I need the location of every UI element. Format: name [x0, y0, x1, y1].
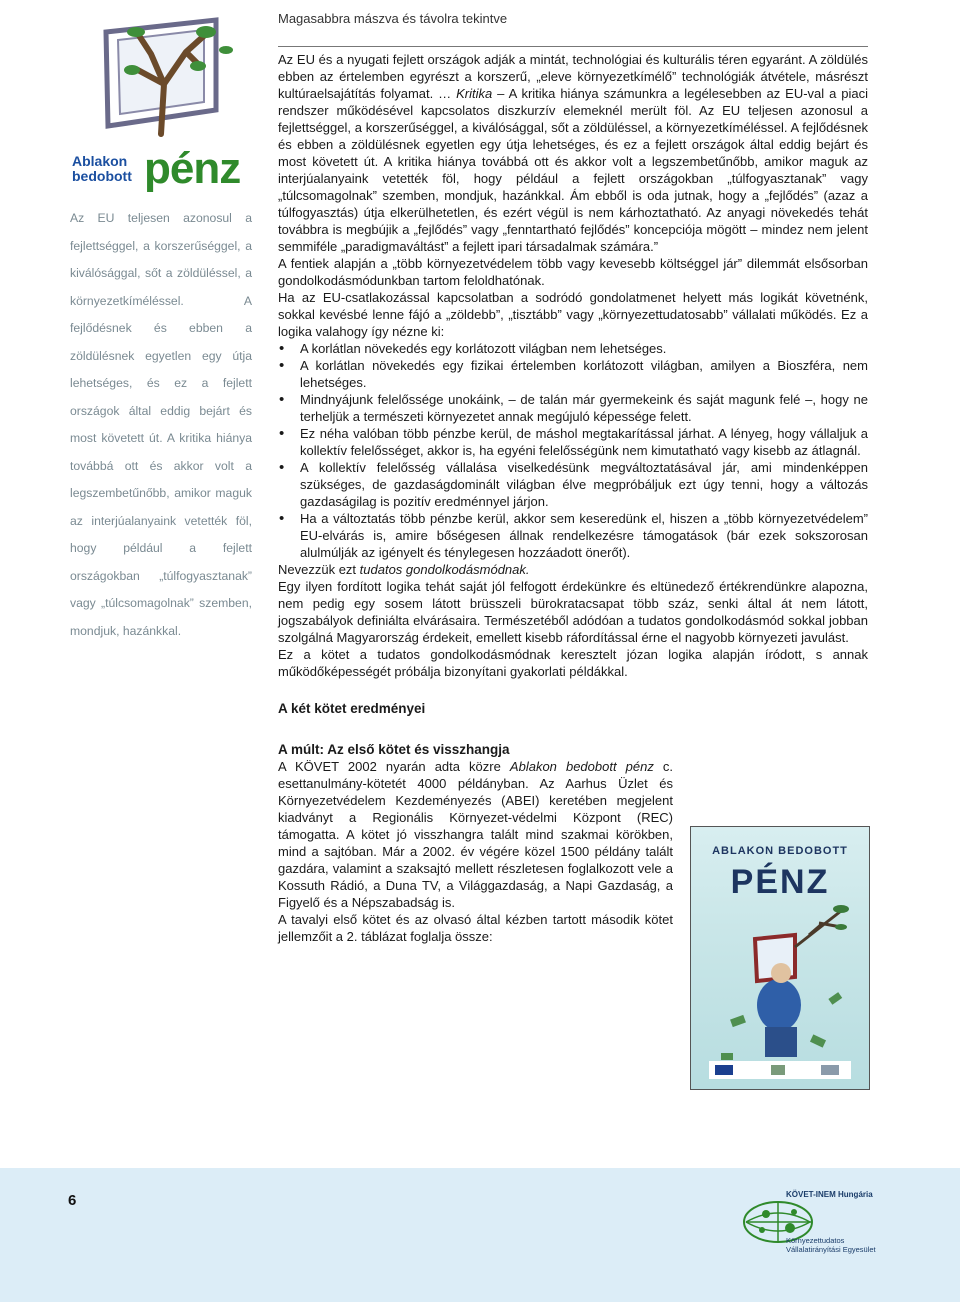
past-p1-title: Ablakon bedobott pénz — [509, 759, 654, 774]
paragraph-4 — [278, 561, 868, 578]
cover-illustration-icon — [691, 827, 869, 1089]
logo-line1: Ablakon — [72, 153, 128, 169]
p4-lead: Nevezzük ezt — [278, 562, 360, 577]
tree-window-icon — [66, 14, 262, 144]
paragraph-2: A fentiek alapján a „több környezetvédelem több vagy kevesebb költséggel jár” dilemmát elsősorban gondolkodásmódunkban tartom feloldhatónak. — [278, 256, 868, 288]
running-head: Magasabbra mászva és távolra tekintve — [278, 11, 508, 26]
sidebar-quote: Az EU teljesen azonosul a fejlettséggel, a korszerűséggel, a kiválósággal, sőt a zöldüléssel, a környezetkíméléssel. A fejlődésnek és ebben a zöldülésnek egyetlen egy útja lehetséges, és ez a fejlett országok által eddig bejárt és most követett út. A kritika hiánya továbbá ott és akkor volt a legszembetűnőbb, amikor maguk az interjúalanyaink vetették föl, hogy például a fejlett országokban „túlfogyasztanak” vagy „túlcsomagolnak” szemben, mondjuk, hazánkkal. — [70, 211, 252, 638]
list-item: • A korlátlan növekedés egy korlátozott világban nem lehetséges. — [300, 340, 868, 357]
paragraph-3: Ha az EU-csatlakozással kapcsolatban a sodródó gondolatmenet helyett más logikát követnénk, sokkal kevésbé lenne fájó a „zöldebb”, „tisztább” vagy „környezettudatosabb” vállalati működés. Ez a logika valahogy így nézne ki: — [278, 290, 868, 339]
heading-results: A két kötet eredményei — [278, 701, 426, 716]
paragraph-5: Egy ilyen fordított logika tehát saját jól felfogott érdekünkre és eltünedező értékrendünkre alapozna, nem pedig egy sosem látott brüsszeli bürokratacsapat több száz, senki által át nem látott, jogszabályok definiálta elvárásaira. Természetéből adódóan a tudatos gondolkodásmód sokkal jobban szolgálná Magyarország érdekeit, emellett kisebb ráfordítással érne el nagyobb környezeti javulást. — [278, 579, 868, 645]
org-sub-line2: Vállalatirányítási Egyesület — [786, 1245, 876, 1254]
list-item: • Mindnyájunk felelőssége unokáink, – de talán már gyermekeink és saját magunk felé –, hogy ne terheljük a természeti környezetet annak megújuló képessége felett. — [300, 391, 868, 425]
cover-title-top: ABLAKON BEDOBOTT — [712, 845, 848, 857]
book-cover-image — [690, 826, 870, 1090]
org-sub-line1: Környezettudatos — [786, 1236, 845, 1245]
p4-emphasis: tudatos gondolkodásmódnak. — [359, 562, 530, 577]
past-p1-a: A KÖVET 2002 nyarán adta közre — [278, 759, 510, 774]
past-p1-b: c. esettanulmány-kötetét 4000 példányban. Az Aarhus Üzlet és Környezetvédelem Kezdeményezés (ABEI) keretében megjelent kiadványt a Regionális Környezet-védelmi Központ (REC) támogatta. A kötet jó visszhangra talált mind szakmai körökben, mind a sajtóban. Már a 2002. év végére közel 1500 példány talált gazdára, valamint a szaksajtó mellett részletesen foglalkozott vele a Kossuth Rádió, a Duna TV, a Világgazdaság, a Napi Gazdaság, a Figyelő és a Népszabadság is. — [278, 759, 674, 910]
p1-kritika: Kritika — [456, 86, 493, 101]
logo-text-left — [72, 154, 132, 184]
header-rule — [278, 46, 868, 47]
heading-past: A múlt: Az első kötet és visszhangja — [278, 742, 510, 757]
p1-part-a: Az EU és a nyugati fejlett országok adják a mintát, technológiai és kulturális téren egyaránt. A zöldülés ebben az értelemben egyrészt a korszerű, „eleve környezetkímélő” technológiák átvétele, másrészt kultúraelsajátítás folyamat. … — [278, 52, 868, 101]
cover-title-main: PÉNZ — [730, 863, 830, 901]
p1-part-b: – A kritika hiánya számunkra a legélesebben az EU-val a piaci rendszer működésével kapcsolatos diszkurzív elemeknél merült föl. Az EU teljesen azonosul a fejlettséggel, a korszerűséggel, a kiválósággal, sőt a zöldüléssel, a környezetkíméléssel. A fejlődésnek és ebben a zöldülésnek egyetlen egy útja lehetséges, és ez a fejlett országok által eddig bejárt és most követett út. A kritika hiánya továbbá ott és akkor volt a legszembetűnőbb, amikor maguk az interjúalanyaink vetették föl, hogy például a fejlett országokban „túlfogyasztanak” vagy „túlcsomagolnak” szemben, mondjuk, hazánkkal. Ám ebből is oda jutnak, hogy a „fejlődés” (azaz a túlfogyasztás) útja elkerülhetetlen, és ezért végül is nem kárhoztatható. Az anyagi növekedés tehát továbbra is megbújik a „fejlődés” vagy „fenntartható fejlődés” koncepciója mögött – mindez nem jelent semmiféle „paradigmaváltást” a fejlett ipari társadalmak számára.” — [278, 86, 868, 254]
list-item: • A kollektív felelősség vállalása viselkedésünk megváltoztatásával jár, ami mindenképpen szükséges, de gazdaságdominált világban élve megpróbáljuk ezt úgy tenni, hogy a változás gazdaságilag is pozitív eredménnyel járjon. — [300, 459, 868, 510]
list-item: • Ez néha valóban több pénzbe kerül, de máshol megtakarítással járhat. A lényeg, hogy vállaljuk a kollektív felelősséget, akkor is, ha egyéni felelősségünk nem kimutatható vagy kisebb az átlagnál. — [300, 425, 868, 459]
logo-line2: bedobott — [72, 168, 132, 184]
main-text — [278, 51, 868, 945]
page-number: 6 — [68, 1192, 77, 1209]
logo-word: pénz — [144, 144, 241, 193]
paragraph-6: Ez a kötet a tudatos gondolkodásmódnak keresztelt józan logika alapján íródott, s annak működőképességét próbálja bizonyítani gyakorlati példákkal. — [278, 647, 868, 679]
org-subtitle — [786, 1236, 876, 1254]
past-paragraph-2: A tavalyi első kötet és az olvasó által kézben tartott második kötet jellemzőit a 2. táblázat foglalja össze: — [278, 912, 673, 944]
logic-list — [278, 340, 868, 561]
paragraph-1 — [278, 51, 868, 255]
book-logo — [66, 14, 262, 194]
list-item: • A korlátlan növekedés egy fizikai értelemben korlátozott világban, amilyen a Bioszféra, nem lehetséges. — [300, 357, 868, 391]
past-section — [278, 758, 673, 945]
past-paragraph-1 — [278, 758, 673, 911]
org-name: KÖVET-INEM Hungária — [786, 1190, 873, 1199]
list-item: • Ha a változtatás több pénzbe kerül, akkor sem keseredünk el, hiszen a „több környezetvédelem” EU-elvárás is, amire bőségesen állnak rendelkezésre támogatások (bár ezek sokszorosan alulmúlják az igényelt és ténylegesen hozzáadott önerőt). — [300, 510, 868, 561]
